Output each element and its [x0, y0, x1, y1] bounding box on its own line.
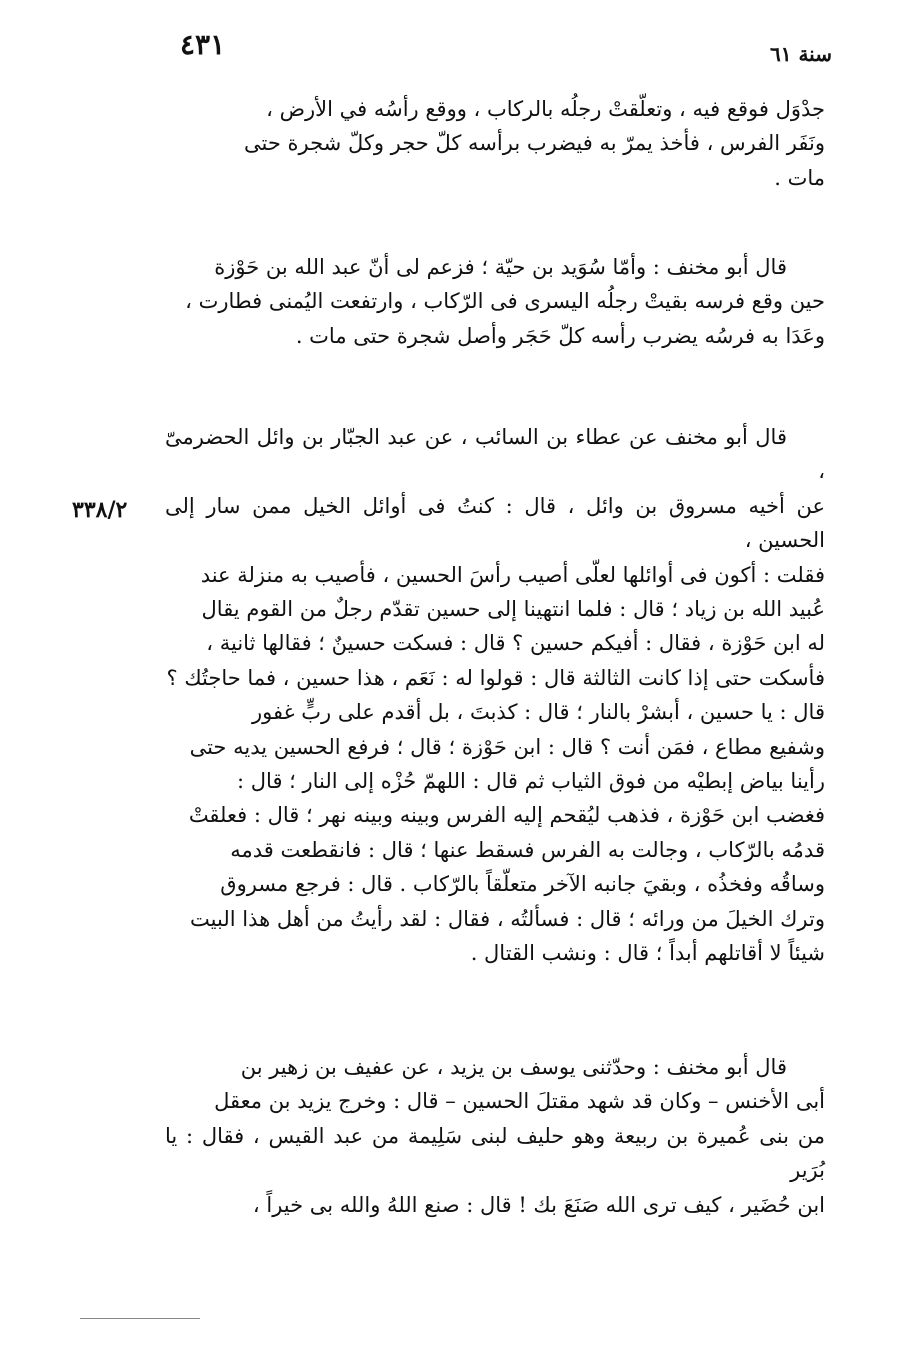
text-line: ونَفَر الفرس ، فأخذ يمرّ به فيضرب برأسه كلّ حجر وكلّ شجرة حتى — [244, 131, 825, 156]
text-line: وترك الخيلَ من ورائه ؛ قال : فسألتُه ، فقال : لقد رأيتُ من أهل هذا البيت — [190, 906, 825, 931]
text-line: أبى الأخنس – وكان قد شهد مقتلَ الحسين – قال : وخرج يزيد بن معقل — [214, 1089, 825, 1114]
paragraph-4 — [165, 1050, 825, 1222]
text-line: ابن حُضَير ، كيف ترى الله صَنَعَ بك ! قال : صنع اللهُ والله بى خيراً ، — [252, 1192, 825, 1217]
text-line: قدمُه بالرّكاب ، وجالت به الفرس فسقط عنها ؛ قال : فانقطعت قدمه — [230, 837, 825, 862]
paragraph-3 — [165, 420, 825, 971]
text-line: جدْوَل فوقع فيه ، وتعلّقتْ رجلُه بالركاب ، ووقع رأسُه في الأرض ، — [266, 97, 825, 121]
page-number: ٤٣١ — [180, 28, 226, 61]
text-line: قال أبو مخنف عن عطاء بن السائب ، عن عبد الجبّار بن وائل الحضرمىّ ، — [165, 425, 825, 484]
text-line: مات . — [774, 165, 825, 190]
text-line: من بنى عُميرة بن ربيعة وهو حليف لبنى سَلِيمة من عبد القيس ، فقال : يا بُرَير — [165, 1123, 825, 1183]
text-line: قال : يا حسين ، أبشرْ بالنار ؛ قال : كذبتَ ، بل أقدم على ربٍّ غفور — [252, 700, 825, 725]
text-line: فأسكت حتى إذا كانت الثالثة قال : قولوا له : نَعَم ، هذا حسين ، فما حاجتُك ؟ — [166, 665, 825, 690]
text-line: فقلت : أكون فى أوائلها لعلّى أصيب رأسَ الحسين ، فأصيب به منزلة عند — [200, 562, 825, 587]
text-line: وساقُه وفخذُه ، وبقيَ جانبه الآخر متعلّقاً بالرّكاب . قال : فرجع مسروق — [220, 872, 825, 897]
text-line: حين وقع فرسه بقيتْ رجلُه اليسرى فى الرّكاب ، وارتفعت اليُمنى فطارت ، — [185, 289, 825, 314]
text-line: فغضب ابن حَوْزة ، فذهب ليُقحم إليه الفرس وبينه وبينه نهر ؛ قال : فعلقتْ — [188, 803, 825, 828]
running-head: سنة ٦١ — [770, 42, 832, 66]
paragraph-1 — [165, 92, 825, 195]
text-line: قال أبو مخنف : وأمّا سُوَيد بن حيّة ؛ فزعم لى أنّ عبد الله بن حَوْزة — [214, 255, 787, 279]
text-line: وشفيع مطاع ، فمَن أنت ؟ قال : ابن حَوْزة ؛ قال ؛ فرفع الحسين يديه حتى — [189, 734, 825, 759]
text-line: له ابن حَوْزة ، فقال : أفيكم حسين ؟ قال : فسكت حسينٌ ؛ فقالها ثانية ، — [206, 631, 825, 656]
text-line: وعَدَا به فرسُه يضرب رأسه كلّ حَجَر وأصل شجرة حتى مات . — [295, 323, 825, 348]
text-line: رأينا بياض إبطيْه من فوق الثياب ثم قال : اللهمّ حُزْه إلى النار ؛ قال : — [237, 769, 825, 794]
text-line: عُبيد الله بن زياد ؛ قال : فلما انتهينا إلى حسين تقدّم رجلٌ من القوم يقال — [201, 597, 825, 622]
footer-rule — [80, 1318, 200, 1319]
text-line: شيئاً لا أقاتلهم أبداً ؛ قال : ونشب القتال . — [470, 941, 825, 966]
text-line: عن أخيه مسروق بن وائل ، قال : كنتُ فى أوائل الخيل ممن سار إلى الحسين ، — [165, 493, 825, 553]
margin-reference: ٣٣٨/٢ — [72, 497, 128, 523]
text-line: قال أبو مخنف : وحدّثنى يوسف بن يزيد ، عن عفيف بن زهير بن — [240, 1055, 787, 1079]
paragraph-2 — [165, 250, 825, 353]
